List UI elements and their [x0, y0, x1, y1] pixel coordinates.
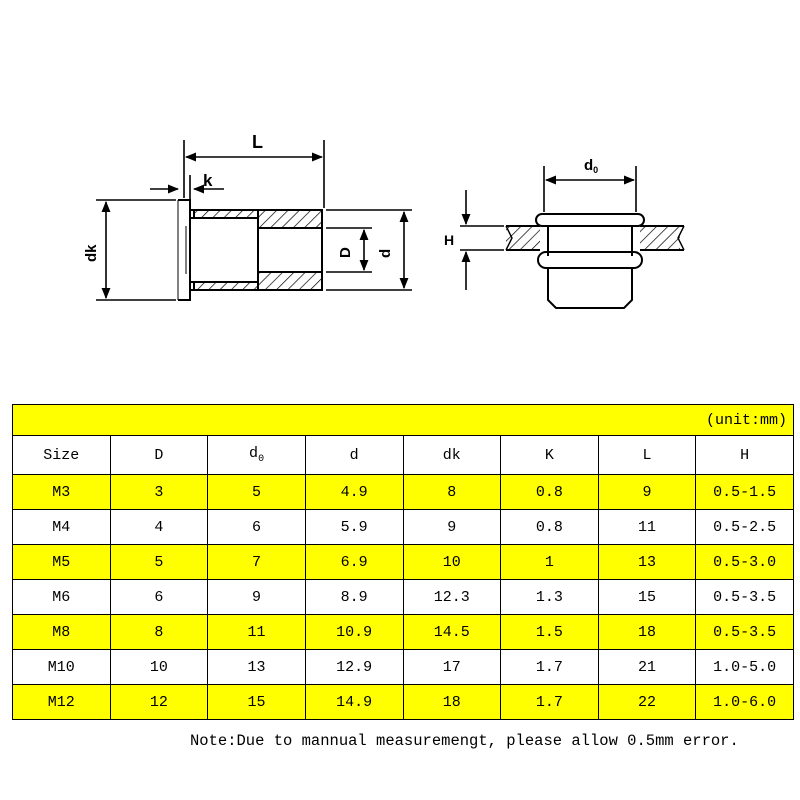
table-cell: 12.9 [305, 650, 403, 685]
table-cell: 10 [110, 650, 208, 685]
table-cell: 14.5 [403, 615, 501, 650]
size-cell: M6 [13, 580, 111, 615]
table-row [13, 510, 794, 545]
table-cell: 0.5-3.5 [696, 615, 794, 650]
label-L: L [252, 132, 263, 152]
table-cell: 10 [403, 545, 501, 580]
note-text: Note:Due to mannual measuremengt, please allow 0.5mm error. [190, 732, 739, 750]
table-cell: 13 [208, 650, 306, 685]
table-cell: 1.3 [501, 580, 599, 615]
table-cell: 18 [403, 685, 501, 720]
table-row [13, 580, 794, 615]
table-row [13, 615, 794, 650]
size-cell: M10 [13, 650, 111, 685]
table-cell: 8 [110, 615, 208, 650]
table-cell: 5.9 [305, 510, 403, 545]
header-dk: dk [403, 436, 501, 475]
header-D: D [110, 436, 208, 475]
label-d0: $d_0$ [584, 157, 599, 175]
table-cell: 6.9 [305, 545, 403, 580]
size-cell: M8 [13, 615, 111, 650]
table-cell: 21 [598, 650, 696, 685]
table-cell: 0.8 [501, 475, 599, 510]
size-cell: M3 [13, 475, 111, 510]
table-cell: 6 [208, 510, 306, 545]
table-cell: 7 [208, 545, 306, 580]
table-cell: 1.5 [501, 615, 599, 650]
spec-table [12, 404, 794, 720]
table-cell: 10.9 [305, 615, 403, 650]
size-cell: M4 [13, 510, 111, 545]
table-cell: 1 [501, 545, 599, 580]
table-cell: 0.5-2.5 [696, 510, 794, 545]
header-d0: $d_0$ [208, 436, 306, 475]
rivet-nut-drawing [0, 0, 800, 380]
table-cell: 4 [110, 510, 208, 545]
spec-table-container [12, 404, 794, 720]
table-row [13, 685, 794, 720]
table-cell: 9 [403, 510, 501, 545]
label-d: d [377, 248, 394, 258]
table-cell: 5 [110, 545, 208, 580]
label-k: k [203, 171, 213, 190]
table-cell: 9 [598, 475, 696, 510]
header-L: L [598, 436, 696, 475]
table-cell: 1.0-6.0 [696, 685, 794, 720]
table-row [13, 650, 794, 685]
header-K: K [501, 436, 599, 475]
table-row [13, 545, 794, 580]
table-cell: 0.5-3.5 [696, 580, 794, 615]
installed-view [506, 214, 684, 308]
table-cell: 17 [403, 650, 501, 685]
table-cell: 22 [598, 685, 696, 720]
label-dk: dk [83, 244, 100, 262]
table-cell: 12.3 [403, 580, 501, 615]
table-cell: 0.5-3.0 [696, 545, 794, 580]
table-cell: 8 [403, 475, 501, 510]
table-cell: 8.9 [305, 580, 403, 615]
size-cell: M12 [13, 685, 111, 720]
unit-note: (unit:mm) [13, 405, 794, 436]
table-cell: 3 [110, 475, 208, 510]
table-cell: 1.7 [501, 685, 599, 720]
label-H: H [444, 232, 455, 248]
table-cell: 6 [110, 580, 208, 615]
table-cell: 1.7 [501, 650, 599, 685]
table-cell: 1.0-5.0 [696, 650, 794, 685]
table-cell: 11 [208, 615, 306, 650]
size-cell: M5 [13, 545, 111, 580]
table-cell: 15 [598, 580, 696, 615]
table-cell: 13 [598, 545, 696, 580]
table-cell: 0.5-1.5 [696, 475, 794, 510]
table-cell: 12 [110, 685, 208, 720]
table-cell: 14.9 [305, 685, 403, 720]
table-cell: 9 [208, 580, 306, 615]
table-cell: 4.9 [305, 475, 403, 510]
header-H: H [696, 436, 794, 475]
table-cell: 15 [208, 685, 306, 720]
table-cell: 18 [598, 615, 696, 650]
unit-row [13, 405, 794, 436]
side-section-view [178, 200, 322, 300]
header-d: d [305, 436, 403, 475]
label-D: D [337, 247, 354, 258]
header-row [13, 436, 794, 475]
table-cell: 5 [208, 475, 306, 510]
table-cell: 0.8 [501, 510, 599, 545]
dimension-lines-left [96, 140, 412, 300]
table-row [13, 475, 794, 510]
header-size: Size [13, 436, 111, 475]
table-cell: 11 [598, 510, 696, 545]
